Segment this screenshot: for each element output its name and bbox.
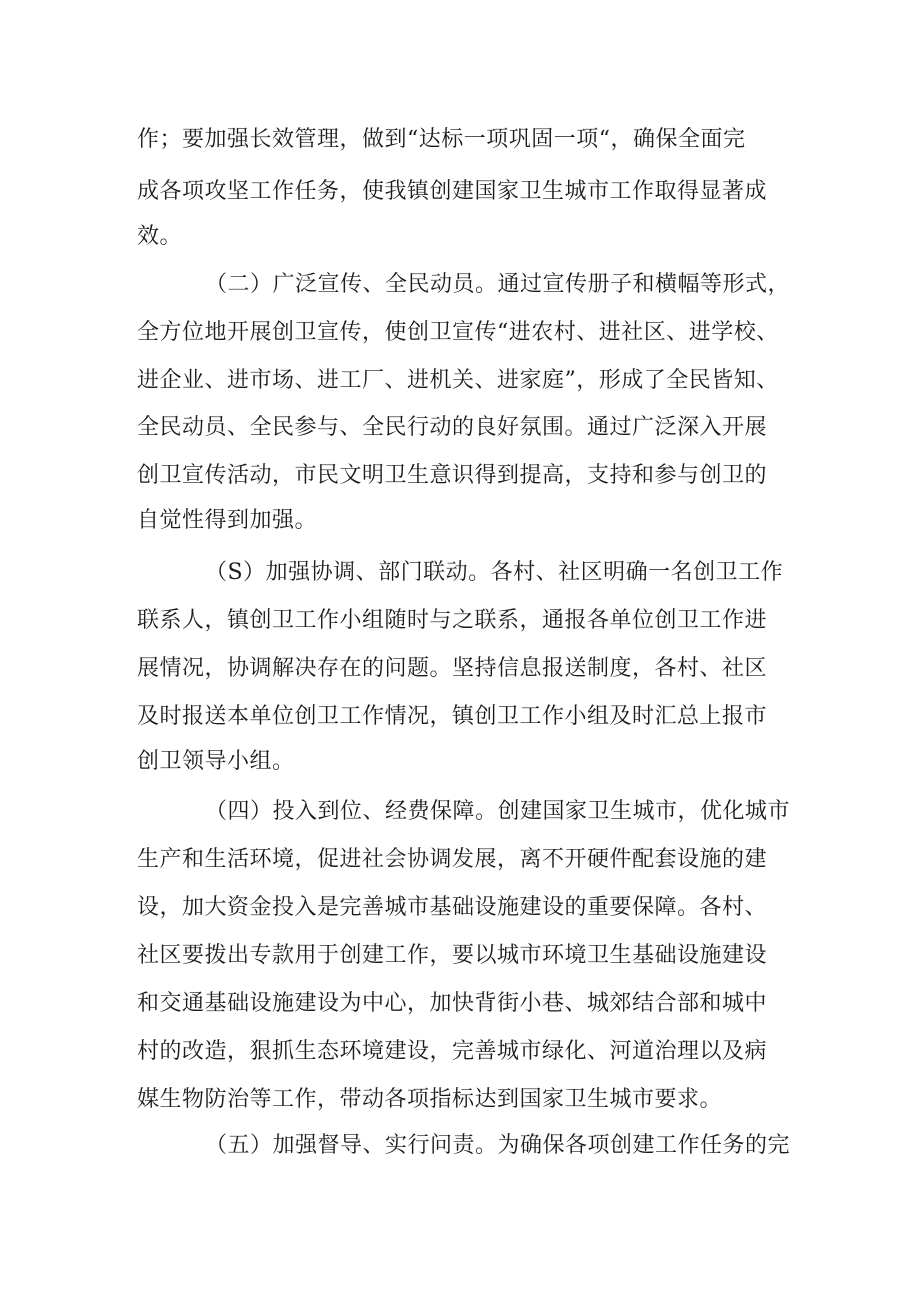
text-line: 创卫宣传活动，市民文明卫生意识得到提高，支持和参与创卫的 (137, 463, 768, 488)
text-line: 创卫领导小组。 (137, 749, 295, 774)
text-line: 展情况，协调解决存在的问题。坚持信息报送制度，各村、社区 (137, 656, 768, 681)
paragraph-heading-line: （四）投入到位、经费保障。创建国家卫生城市，优化城市 (205, 799, 791, 824)
text-line: 作；要加强长效管理，做到“达标一项巩固一项“，确保全面完 (137, 127, 746, 152)
text-line: 和交通基础设施建设为中心，加快背街小巷、城郊结合部和城中 (137, 991, 768, 1016)
paragraph-heading-line: （二）广泛宣传、全民动员。通过宣传册子和横幅等形式， (205, 272, 791, 297)
paragraph-heading-line: （五）加强督导、实行问责。为确保各项创建工作任务的完 (205, 1133, 791, 1158)
text-line: 效。 (137, 224, 183, 249)
text-line: 媒生物防治等工作，带动各项指标达到国家卫生城市要求。 (137, 1087, 723, 1112)
text-line: 成各项攻坚工作任务，使我镇创建国家卫生城市工作取得显著成 (137, 179, 768, 204)
paragraph-heading-line: （S）加强协调、部门联动。各村、社区明确一名创卫工作 (205, 560, 784, 585)
text-line: 进企业、进市场、进工厂、进机关、进家庭”，形成了全民皆知、 (137, 368, 779, 393)
text-line: 设，加大资金投入是完善城市基础设施建设的重要保障。各村、 (137, 895, 768, 920)
text-line: 村的改造，狠抓生态环境建设，完善城市绿化、河道治理以及病 (137, 1039, 768, 1064)
text-line: 联系人，镇创卫工作小组随时与之联系，通报各单位创卫工作进 (137, 608, 768, 633)
text-line: 全方位地开展创卫宣传，使创卫宣传“进农村、进社区、进学校、 (137, 320, 779, 345)
text-line: 生产和生活环境，促进社会协调发展，离不开硬件配套设施的建 (137, 847, 768, 872)
text-line: 全民动员、全民参与、全民行动的良好氛围。通过广泛深入开展 (137, 415, 768, 440)
text-line: 自觉性得到加强。 (137, 508, 318, 533)
text-line: 社区要拨出专款用于创建工作，要以城市环境卫生基础设施建设 (137, 943, 768, 968)
text-line: 及时报送本单位创卫工作情况，镇创卫工作小组及时汇总上报市 (137, 704, 768, 729)
